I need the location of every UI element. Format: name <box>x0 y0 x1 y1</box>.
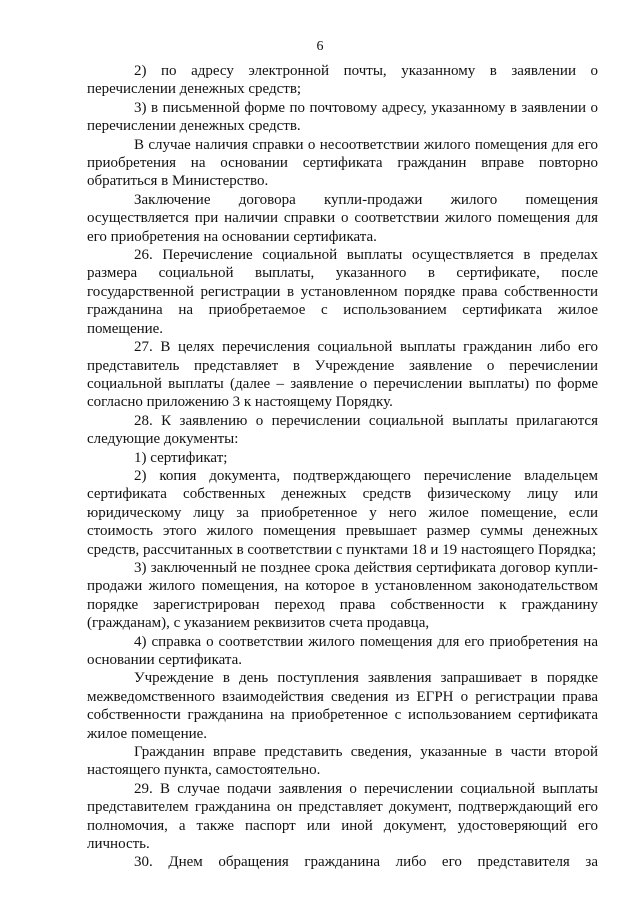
page-number: 6 <box>316 39 324 54</box>
paragraph-section-27: 27. В целях перечисления социальной выплаты гражданин либо его представитель представляет в Учреждение заявление о перечислении социальной выплаты (далее – заявление о перечислении выплаты) по форме согласно приложению 3 к настоящему Порядку. <box>87 339 598 411</box>
paragraph-nonconformity-certificate: В случае наличия справки о несоответствии жилого помещения для его приобретения на основании сертификата гражданин вправе повторно обратиться в Министерство. <box>87 136 598 190</box>
paragraph-item-2-email: 2) по адресу электронной почты, указанному в заявлении о перечислении денежных средств; <box>87 63 598 98</box>
paragraph-self-submission: Гражданин вправе представить сведения, указанные в части второй настоящего пункта, самостоятельно. <box>87 744 598 779</box>
paragraph-section-29: 29. В случае подачи заявления о перечислении социальной выплаты представителем гражданина он представляет документ, подтверждающий его полномочия, а также паспорт или иной документ, удостоверяющий его личность. <box>87 780 598 853</box>
paragraph-interagency-request: Учреждение в день поступления заявления запрашивает в порядке межведомственного взаимодействия сведения из ЕГРН о регистрации права собственности гражданина на приобретенное с использованием сертификата жилое помещение. <box>87 670 598 742</box>
list-item-payment-document-copy: 2) копия документа, подтверждающего перечисление владельцем сертификата собственных денежных средств физическому лицу или юридическому лицу за приобретенное у него жилое помещение, если стоимость этого жилого помещения превышает размер суммы денежных средств, рассчитанных в соответствии с пунктами 18 и 19 настоящего Порядка; <box>87 467 598 558</box>
list-item-certificate: 1) сертификат; <box>134 449 228 466</box>
paragraph-section-26: 26. Перечисление социальной выплаты осуществляется в пределах размера социальной выплаты, указанного в сертификате, после государственной регистрации в установленном порядке права собственности гражданина на приобретаемое с использованием сертификата жилое помещение. <box>87 247 598 337</box>
paragraph-section-28: 28. К заявлению о перечислении социальной выплаты прилагаются следующие документы: <box>87 412 598 448</box>
list-item-sale-contract: 3) заключенный не позднее срока действия сертификата договор купли-продажи жилого помещения, на которое в установленном законодательством порядке зарегистрирован переход права собственности к гражданину (гражданам), с указанием реквизитов счета продавца, <box>87 559 598 632</box>
paragraph-section-30: 30. Днем обращения гражданина либо его представителя за <box>134 854 598 871</box>
paragraph-sale-contract-conclusion: Заключение договора купли-продажи жилого помещения осуществляется при наличии справки о соответствии жилого помещения для его приобретения на основании сертификата. <box>87 191 598 245</box>
paragraph-item-3-post: 3) в письменной форме по почтовому адресу, указанному в заявлении о перечислении денежных средств. <box>87 99 598 135</box>
document-body <box>87 62 598 872</box>
list-item-conformity-certificate: 4) справка о соответствии жилого помещения для его приобретения на основании сертификата. <box>87 633 598 668</box>
